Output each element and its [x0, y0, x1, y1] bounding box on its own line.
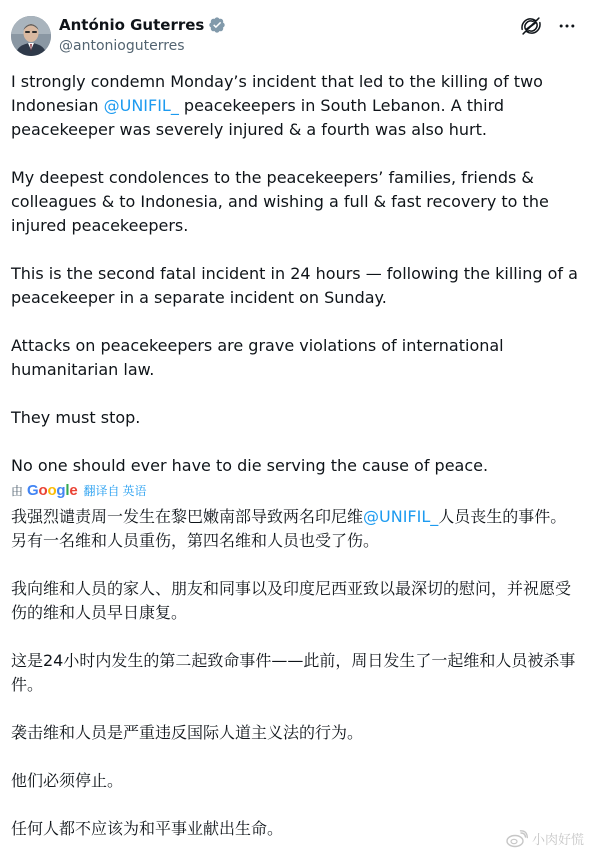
google-letter: g	[56, 481, 66, 499]
translation-attribution	[11, 480, 147, 500]
avatar[interactable]	[11, 16, 51, 56]
weibo-watermark	[506, 829, 584, 848]
watermark-text: 小肉好慌	[531, 833, 584, 848]
tweet-header	[11, 14, 581, 58]
display-name[interactable]: António Guterres	[59, 16, 205, 34]
translated-text-segment: 我强烈谴责周一发生在黎巴嫩南部导致两名印尼维	[11, 507, 364, 526]
translated-text	[11, 505, 581, 865]
header-actions	[521, 16, 577, 36]
more-options-icon[interactable]	[557, 16, 577, 36]
source-language-link[interactable]: 英语	[122, 483, 147, 498]
author-block	[59, 14, 226, 54]
translated-paragraph-6: 任何人都不应该为和平事业献出生命。	[11, 819, 284, 838]
translated-paragraph-4: 袭击维和人员是严重违反国际人道主义法的行为。	[11, 723, 364, 742]
mention-link[interactable]: @UNIFIL_	[363, 507, 439, 526]
google-letter: G	[27, 481, 39, 499]
tweet-paragraph-5: They must stop.	[11, 408, 141, 427]
tweet-paragraph-2: My deepest condolences to the peacekeepers’ families, friends & colleagues & to Indonesia, and wishing a full & fast recovery to the injured peacekeepers.	[11, 168, 554, 235]
verified-badge-icon[interactable]	[208, 16, 226, 34]
google-logo	[27, 482, 78, 499]
tweet-text-segment: peacekeepers in South Lebanon. A third peacekeeper was severely injured & a fourth was also hurt.	[11, 96, 510, 139]
name-row	[59, 14, 226, 36]
tweet-paragraph-6: No one should ever have to die serving the cause of peace.	[11, 456, 489, 475]
tweet-paragraph-3: This is the second fatal incident in 24 hours — following the killing of a peacekeeper in a separate incident on Sunday.	[11, 264, 583, 307]
translated-paragraph-5: 他们必须停止。	[11, 771, 124, 790]
tweet-text	[11, 70, 581, 478]
google-letter: l	[65, 481, 70, 499]
tweet-paragraph-1	[11, 70, 581, 142]
user-handle[interactable]: @antonioguterres	[59, 38, 185, 54]
translated-from-link[interactable]: 翻译自	[83, 483, 120, 498]
tweet-paragraph-4: Attacks on peacekeepers are grave violations of international humanitarian law.	[11, 336, 509, 379]
translated-by-label: 由	[11, 483, 24, 498]
translated-paragraph-2: 我向维和人员的家人、朋友和同事以及印度尼西亚致以最深切的慰问，并祝愿受伤的维和人员早日康复。	[11, 579, 572, 622]
translated-text-segment: 人员丧生的事件。另有一名维和人员重伤，第四名维和人员也受了伤。	[11, 507, 567, 550]
google-letter: o	[38, 481, 48, 499]
google-letter: o	[47, 481, 57, 499]
tweet-text-segment: I strongly condemn Monday’s incident that led to the killing of two Indonesian	[11, 72, 549, 115]
google-letter: e	[69, 481, 78, 499]
translated-paragraph-3: 这是24小时内发生的第二起致命事件——此前，周日发生了一起维和人员被杀事件。	[11, 651, 576, 694]
mention-link[interactable]: @UNIFIL_	[103, 96, 179, 115]
grok-icon[interactable]	[521, 16, 541, 36]
translated-paragraph-1	[11, 505, 581, 553]
weibo-logo-icon	[506, 830, 528, 848]
